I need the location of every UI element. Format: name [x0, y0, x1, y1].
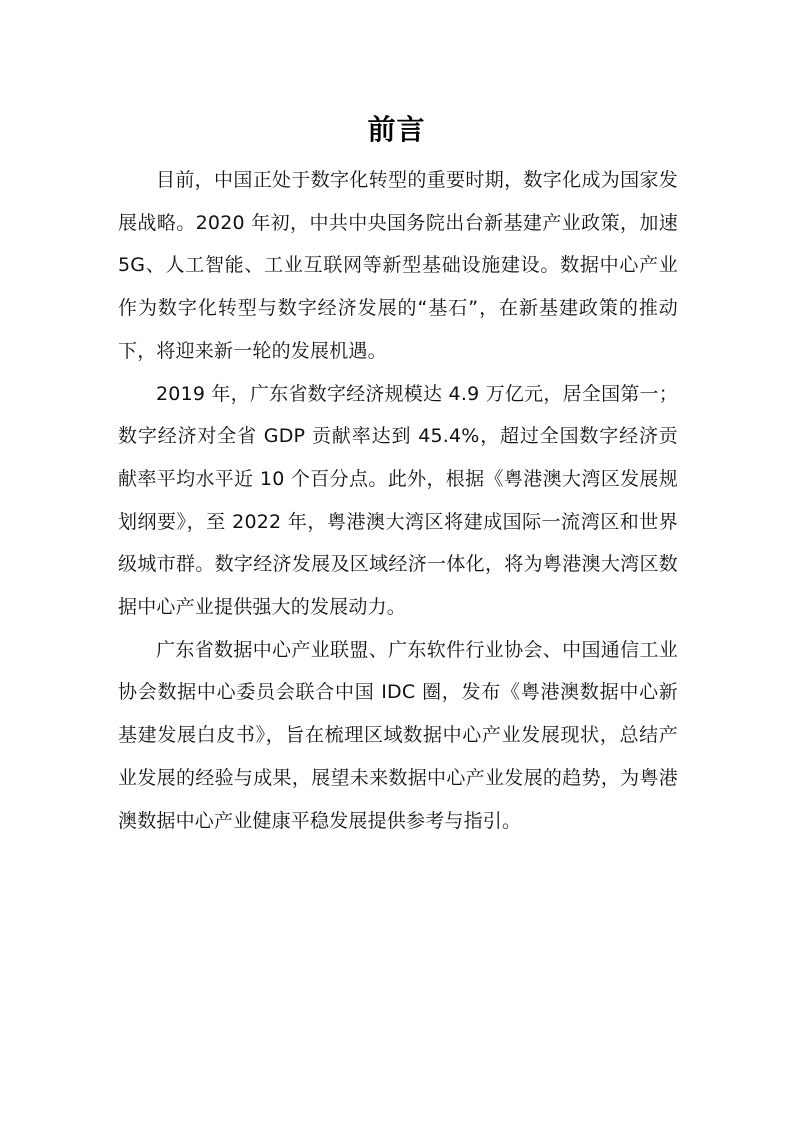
- page-title: 前言: [367, 113, 426, 146]
- paragraph-intro: 目前，中国正处于数字化转型的重要时期，数字化成为国家发展战略。2020 年初，中共中央国务院出台新基建产业政策，加速 5G、人工智能、工业互联网等新型基础设施建设。数据中心产业作为数字化转型与数字经济发展的“基石”，在新基建政策的推动下，将迎来新一轮的发展机遇。: [118, 169, 678, 362]
- paragraph-whitepaper-release: 广东省数据中心产业联盟、广东软件行业协会、中国通信工业协会数据中心委员会联合中国 IDC 圈，发布《粤港澳数据中心新基建发展白皮书》，旨在梳理区域数据中心产业发展现状，总结产业发展的经验与成果，展望未来数据中心产业发展的趋势，为粤港澳数据中心产业健康平稳发展提供参考与指引。: [118, 638, 678, 832]
- paragraph-guangdong-economy: 2019 年，广东省数字经济规模达 4.9 万亿元，居全国第一；数字经济对全省 GDP 贡献率达到 45.4%，超过全国数字经济贡献率平均水平近 10 个百分点。此外，根据《粤港澳大湾区发展规划纲要》，至 2022 年，粤港澳大湾区将建成国际一流湾区和世界级城市群。数字经济发展及区域经济一体化，将为粤港澳大湾区数据中心产业提供强大的发展动力。: [118, 382, 678, 619]
- document-body: [118, 159, 678, 842]
